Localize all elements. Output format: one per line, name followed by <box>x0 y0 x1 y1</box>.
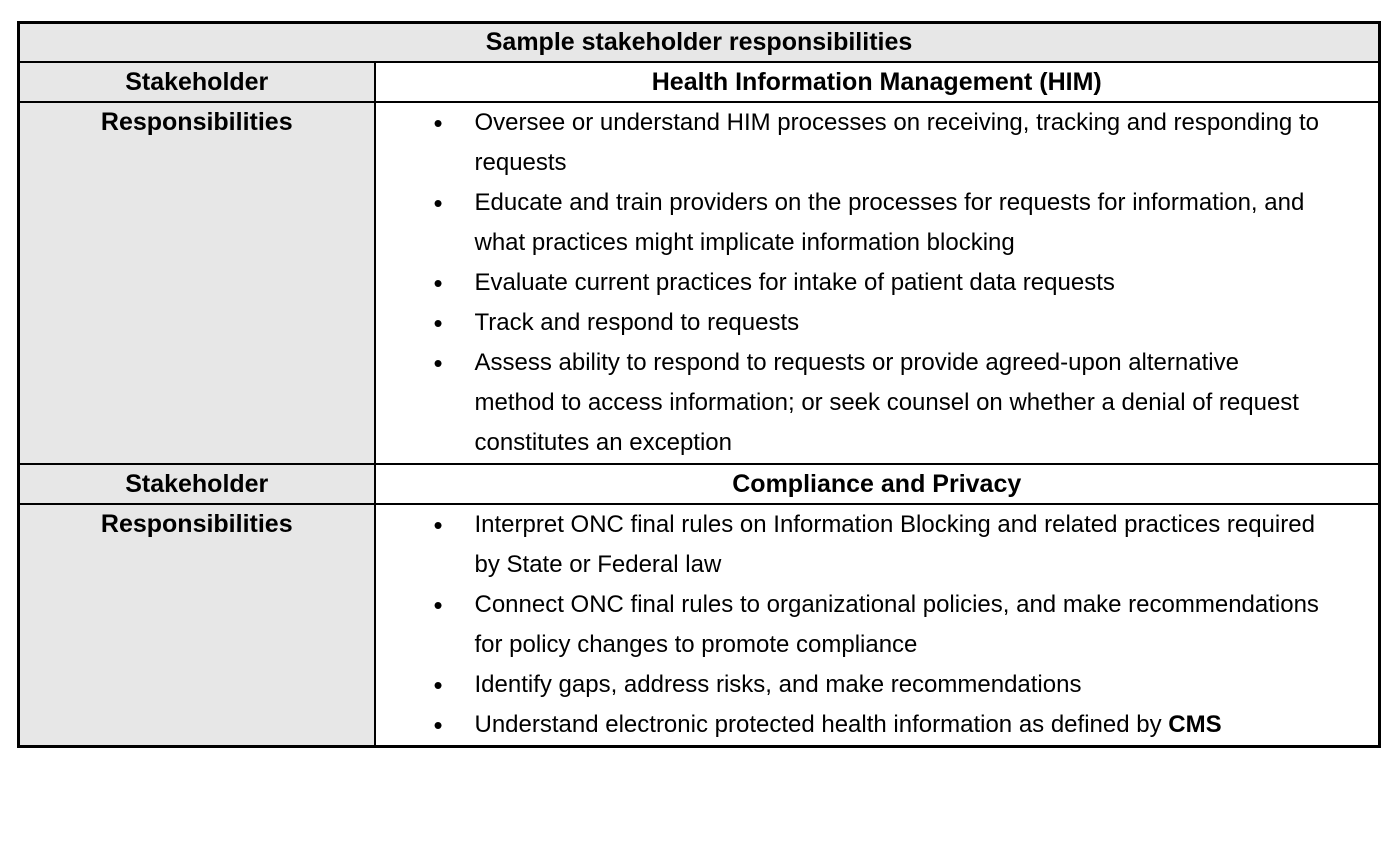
bullet-item <box>432 505 1325 585</box>
bullet-item <box>432 665 1325 705</box>
stakeholder-row <box>19 464 1380 504</box>
bullet-text: Connect ONC final rules to organizational policies, and make recommendations for policy changes to promote compliance <box>474 591 1319 658</box>
bullet-item <box>432 303 1325 343</box>
bullet-text: Oversee or understand HIM processes on receiving, tracking and responding to requests <box>474 109 1319 176</box>
bullet-text: Educate and train providers on the processes for requests for information, and what practices might implicate information blocking <box>474 189 1305 256</box>
responsibilities-row <box>19 102 1380 464</box>
bullet-text: Interpret ONC final rules on Information Blocking and related practices required by State or Federal law <box>474 511 1315 578</box>
bullet-item <box>432 343 1325 463</box>
responsibilities-list <box>376 103 1351 463</box>
bullet-item <box>432 585 1325 665</box>
bullet-item <box>432 103 1325 183</box>
responsibilities-list <box>376 505 1351 745</box>
table-title: Sample stakeholder responsibilities <box>19 23 1380 63</box>
bullet-item <box>432 705 1325 745</box>
responsibilities-label: Responsibilities <box>19 504 375 747</box>
stakeholder-row <box>19 62 1380 102</box>
stakeholder-label: Stakeholder <box>19 62 375 102</box>
bullet-text: Track and respond to requests <box>474 309 800 336</box>
stakeholder-name: Health Information Management (HIM) <box>375 62 1380 102</box>
bullet-text: Evaluate current practices for intake of patient data requests <box>474 269 1115 296</box>
bullet-item <box>432 183 1325 263</box>
table-title-row <box>19 23 1380 63</box>
bullet-item <box>432 263 1325 303</box>
bullet-text: Assess ability to respond to requests or provide agreed-upon alternative method to access information; or seek counsel on whether a denial of request constitutes an exception <box>474 349 1299 456</box>
responsibilities-cell <box>375 504 1380 747</box>
bullet-text-bold: CMS <box>1168 711 1222 738</box>
stakeholder-label: Stakeholder <box>19 464 375 504</box>
bullet-text: Understand electronic protected health information as defined by <box>474 711 1162 738</box>
bullet-text: Identify gaps, address risks, and make recommendations <box>474 671 1082 698</box>
responsibilities-cell <box>375 102 1380 464</box>
responsibilities-row <box>19 504 1380 747</box>
stakeholder-responsibilities-table <box>17 21 1381 748</box>
stakeholder-name: Compliance and Privacy <box>375 464 1380 504</box>
responsibilities-label: Responsibilities <box>19 102 375 464</box>
